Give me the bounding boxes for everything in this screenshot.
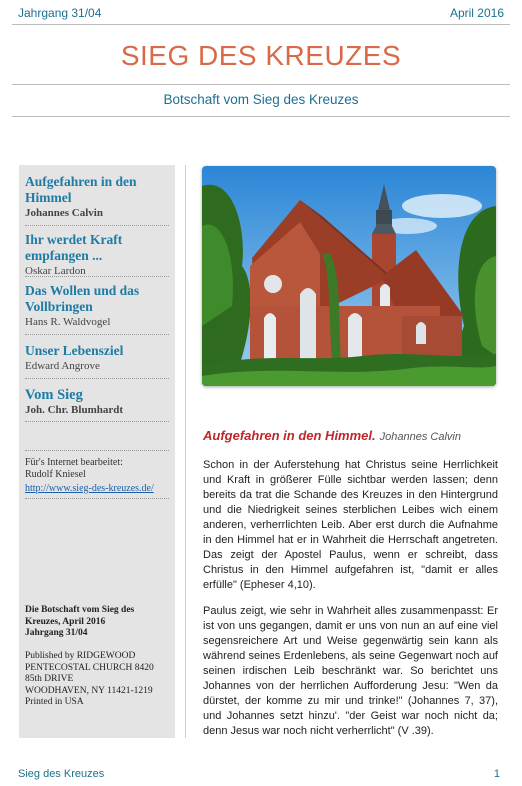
publisher-block <box>25 651 171 709</box>
toc-separator <box>25 334 169 335</box>
toc-item[interactable] <box>25 343 169 373</box>
article-title: Aufgefahren in den Himmel. <box>203 428 376 443</box>
running-header <box>18 4 504 22</box>
section-separator <box>25 450 169 451</box>
date-label: April 2016 <box>449 6 504 20</box>
church-photo <box>202 166 496 386</box>
toc-author: Hans R. Waldvogel <box>25 316 111 328</box>
article-paragraph: Paulus zeigt, wie sehr in Wahrheit alles zusammenpasst: Er ist von uns gegangen, damit er uns von nun an auf eine viel segensreichere Art und Weise gegenwärtig sein kann als während seines Erdenlebens, als seine Gegenwart noch auf seinen irdischen Leib beschränkt war. So berichtet uns Johannes von der herrlichen Aufforderung Jesu: "Wen da dürstet, der komme zu mir und trinke!" (Johannes 7, 37), und Johannes setzt hinzu'. "der Geist war noch nicht da; denn Jesus war noch nicht verherrlicht" (V .39). <box>203 605 498 737</box>
printed-in: Printed in USA <box>25 697 84 707</box>
toc-separator <box>25 421 169 422</box>
toc-separator <box>25 225 169 226</box>
section-separator <box>25 498 169 499</box>
publisher: Published by RIDGEWOOD PENTECOSTAL CHURCH 8420 85th DRIVE <box>25 651 154 684</box>
page-footer <box>18 768 504 780</box>
toc-item[interactable] <box>25 283 169 329</box>
toc-separator <box>25 378 169 379</box>
column-divider <box>185 165 186 738</box>
internet-editor: Rudolf Kniesel <box>25 469 86 480</box>
toc-title[interactable]: Vom Sieg <box>25 387 83 403</box>
toc-author: Edward Angrove <box>25 360 100 372</box>
volume-label: Jahrgang 31/04 <box>18 6 102 20</box>
imprint-block <box>25 605 171 640</box>
toc-item[interactable] <box>25 387 169 417</box>
toc-item[interactable] <box>25 174 169 220</box>
header-divider <box>12 24 510 25</box>
masthead-subtitle: Botschaft vom Sieg des Kreuzes <box>163 92 359 107</box>
internet-credit <box>25 457 171 495</box>
page-number: 1 <box>493 768 500 780</box>
toc-title[interactable]: Ihr werdet Kraft empfangen ... <box>25 232 123 263</box>
article-heading <box>203 428 461 443</box>
toc-title[interactable]: Das Wollen und das Vollbringen <box>25 283 140 314</box>
imprint-volume: Jahrgang 31/04 <box>25 628 88 638</box>
sidebar <box>19 165 175 738</box>
article-paragraph: Schon in der Auferstehung hat Christus seine Herrlichkeit und Kraft in größerer Fülle sichtbar werden lassen; denn bereits da trat die Schande des Kreuzes in den Hintergrund und die Niedrigkeit seines sterblichen Leibes wich einem anderen, verherrlichten Leib. Aber erst durch die Aufnahme in den Himmel hat er in Wahrheit die Herrschaft angetreten. Das zeigt der Apostel Paulus, wenn er schreibt, dass Christus in den Himmel aufgefahren ist, "damit er alles erfülle" (Epheser 4,10). <box>203 459 498 591</box>
title-divider <box>12 84 510 85</box>
article-author: Johannes Calvin <box>379 431 461 443</box>
toc-title[interactable]: Unser Lebensziel <box>25 343 124 358</box>
masthead-title: SIEG DES KREUZES <box>120 40 402 71</box>
publisher-city: WOODHAVEN, NY 11421-1219 <box>25 685 153 696</box>
toc-separator <box>25 276 169 277</box>
subtitle-divider <box>12 116 510 117</box>
internet-label: Für's Internet bearbeitet: <box>25 457 123 468</box>
website-link[interactable]: http://www.sieg-des-kreuzes.de/ <box>25 483 154 494</box>
church-illustration <box>202 166 496 386</box>
imprint-title: Die Botschaft vom Sieg des Kreuzes, April 2016 <box>25 605 135 627</box>
toc-author: Johannes Calvin <box>25 207 103 219</box>
toc-author: Oskar Lardon <box>25 265 86 277</box>
toc-item[interactable] <box>25 232 169 278</box>
toc-author: Joh. Chr. Blumhardt <box>25 404 124 416</box>
footer-publication: Sieg des Kreuzes <box>18 768 105 780</box>
toc-title[interactable]: Aufgefahren in den Himmel <box>25 174 137 205</box>
